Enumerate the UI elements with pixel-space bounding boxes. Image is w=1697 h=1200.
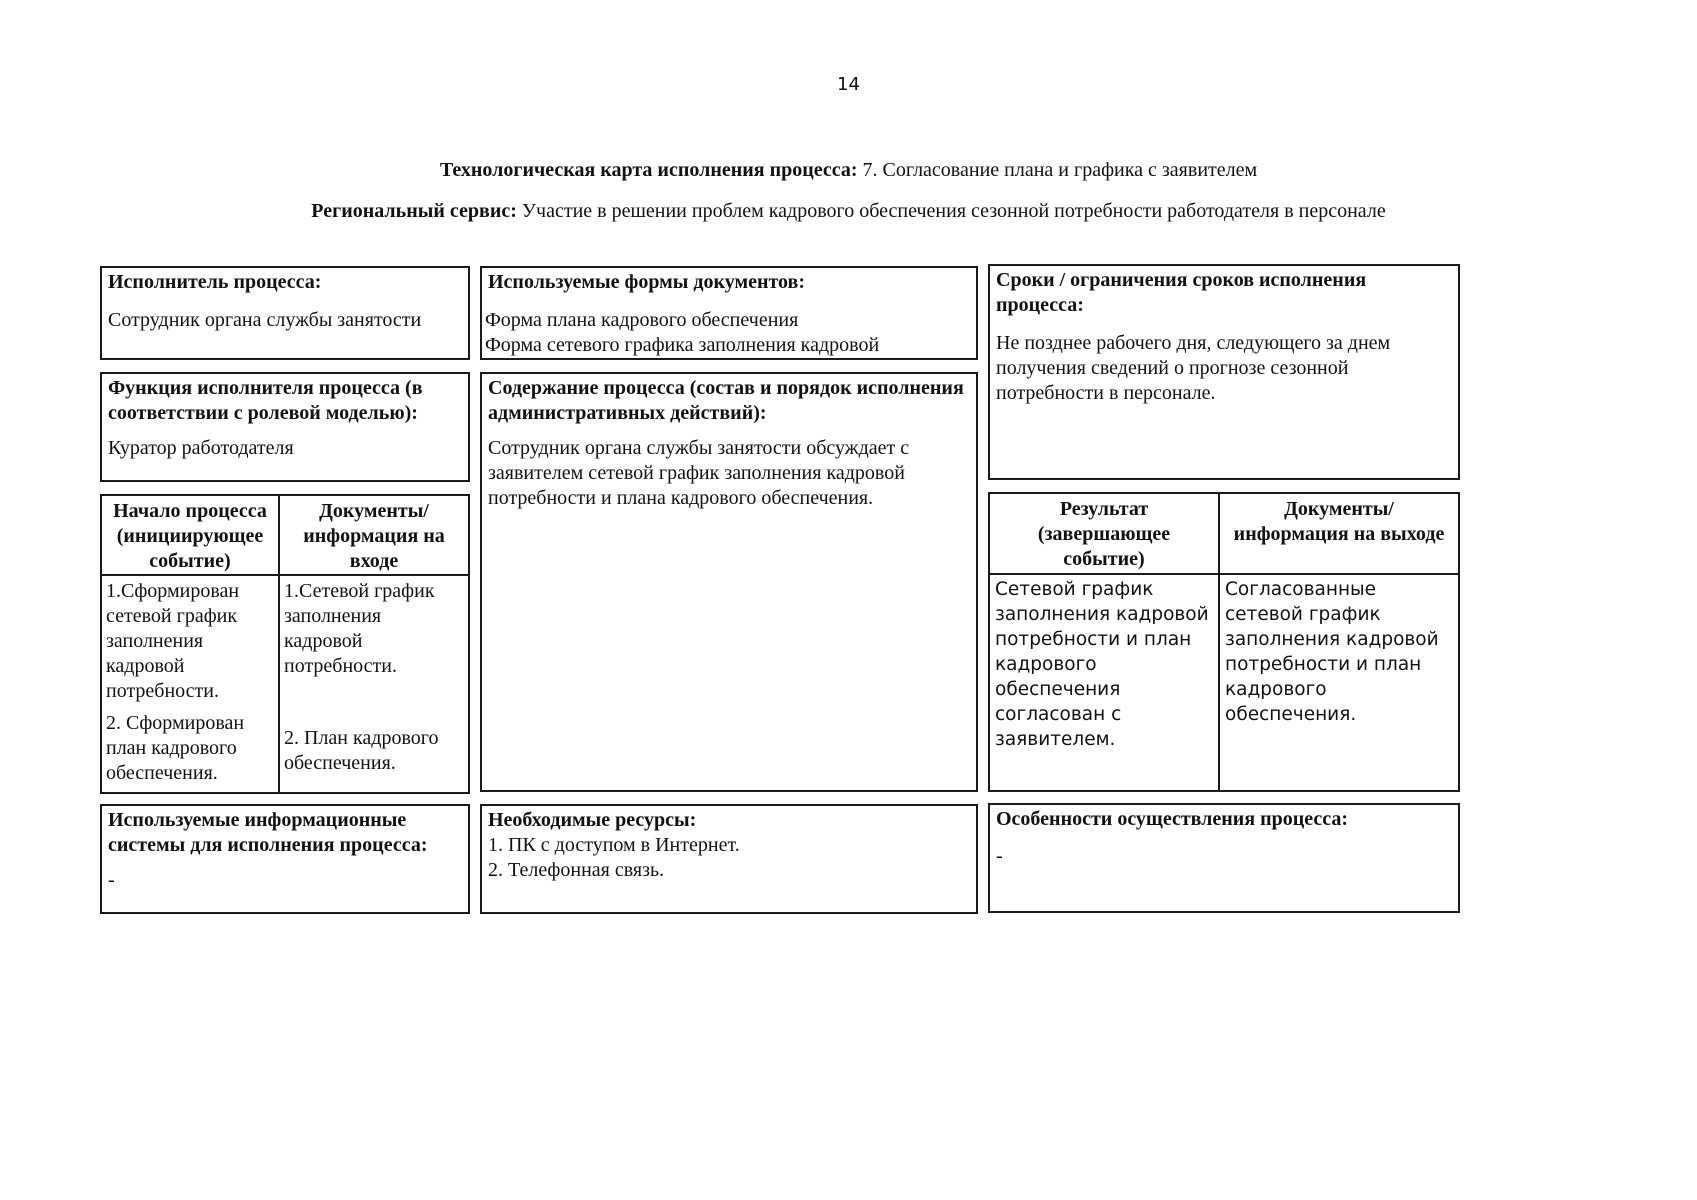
features-value: - (996, 845, 1003, 867)
map-title-value: 7. Согласование плана и графика с заявителем (862, 159, 1258, 181)
start-col1-item-2: 2. Сформирован план кадрового обеспечения. (106, 712, 245, 784)
executor-box (100, 266, 470, 360)
start-col2-item-1: 1.Сетевой график заполнения кадровой потребности. (284, 580, 435, 677)
features-title: Особенности осуществления процесса: (996, 808, 1349, 830)
start-table (100, 494, 470, 794)
start-col2-header: Документы/ информация на входе (303, 500, 445, 572)
info-systems-box (100, 804, 470, 914)
executor-value: Сотрудник органа службы занятости (108, 309, 422, 331)
deadlines-title: Сроки / ограничения сроков исполнения процесса: (996, 269, 1367, 316)
content-box (480, 372, 978, 792)
start-col1-header: Начало процесса (инициирующее событие) (113, 500, 267, 572)
forms-line-1: Форма плана кадрового обеспечения (485, 309, 799, 331)
function-box (100, 372, 470, 482)
result-col2-value: Согласованные сетевой график заполнения кадровой потребности и план кадрового обеспечения. (1225, 579, 1439, 725)
deadlines-value: Не позднее рабочего дня, следующего за днем получения сведений о прогнозе сезонной потребности в персонале. (996, 332, 1391, 404)
forms-line-2: Форма сетевого графика заполнения кадровой (485, 334, 880, 356)
forms-box (480, 266, 978, 360)
info-systems-title: Используемые информационные системы для исполнения процесса: (108, 809, 428, 856)
resources-title: Необходимые ресурсы: (488, 809, 697, 831)
result-col2-header: Документы/ информация на выходе (1233, 498, 1445, 545)
service-title-value: Участие в решении проблем кадрового обеспечения сезонной потребности работодателя в персонале (521, 200, 1386, 222)
map-title (0, 158, 1697, 183)
executor-title: Исполнитель процесса: (108, 271, 322, 293)
content-title: Содержание процесса (состав и порядок исполнения административных действий): (488, 377, 964, 424)
deadlines-box (988, 264, 1460, 480)
content-value: Сотрудник органа службы занятости обсуждает с заявителем сетевой график заполнения кадровой потребности и плана кадрового обеспечения. (488, 437, 910, 509)
function-value: Куратор работодателя (108, 437, 294, 459)
start-col2-item-2: 2. План кадрового обеспечения. (284, 727, 439, 774)
forms-title: Используемые формы документов: (488, 271, 806, 293)
service-title (0, 199, 1697, 224)
result-col1-header: Результат (завершающее событие) (1037, 498, 1171, 570)
page-number: 14 (837, 74, 860, 95)
features-box (988, 803, 1460, 913)
info-systems-value: - (108, 869, 115, 891)
resources-item-1: 1. ПК с доступом в Интернет. (488, 834, 740, 856)
result-table (988, 492, 1460, 792)
resources-box (480, 804, 978, 914)
start-col1-item-1: 1.Сформирован сетевой график заполнения кадровой потребности. (106, 580, 240, 702)
map-title-label: Технологическая карта исполнения процесса: (439, 159, 858, 181)
service-title-label: Региональный сервис: (311, 200, 517, 222)
function-title: Функция исполнителя процесса (в соответствии с ролевой моделью): (108, 377, 423, 424)
result-col1-value: Сетевой график заполнения кадровой потребности и план кадрового обеспечения согласован с заявителем. (995, 579, 1209, 750)
resources-item-2: 2. Телефонная связь. (488, 859, 665, 881)
